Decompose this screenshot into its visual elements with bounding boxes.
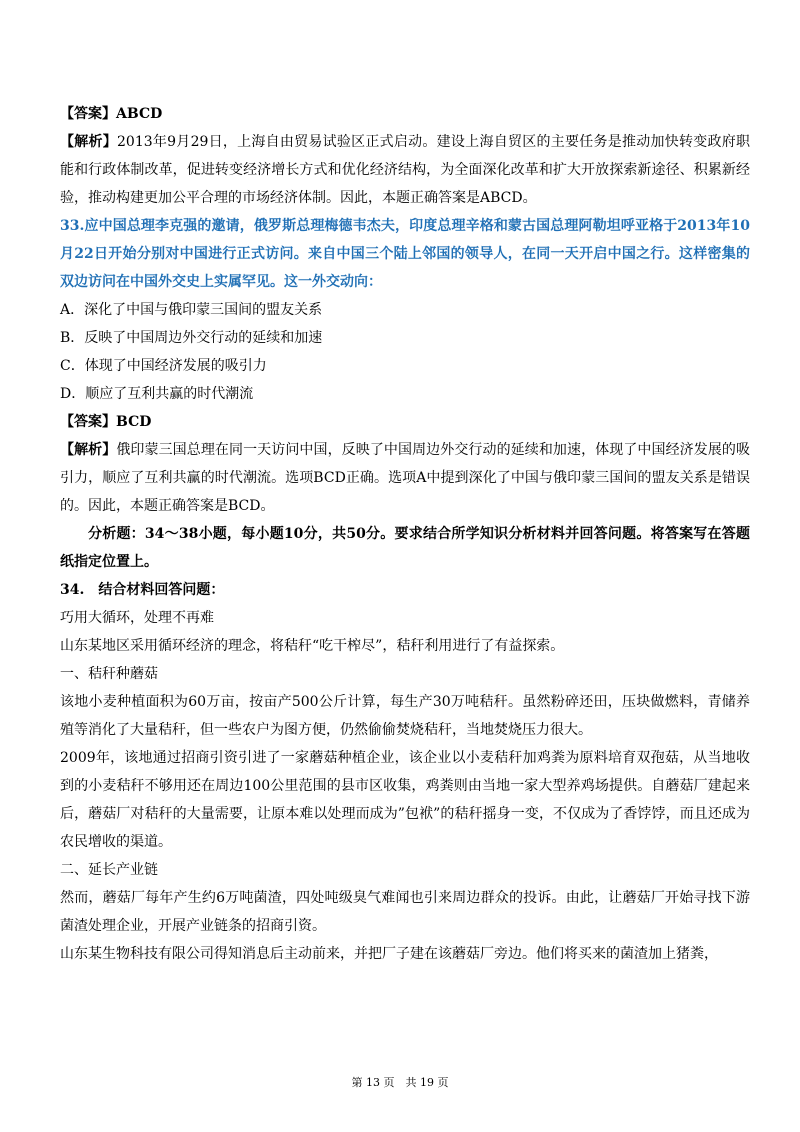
q34-paragraph-2: 2009年，该地通过招商引资引进了一家蘑菇种植企业，该企业以小麦秸秆加鸡粪为原料培育双孢菇，从当地收到的小麦秸秆不够用还在周边100公里范围的县市区收集，鸡粪则由当地一家大型养鸡场提供。自蘑菇厂建起来后，蘑菇厂对秸秆的大量需要，让原本难以处理而成为”包袱”的秸秆摇身一变，不仅成为了香饽饽，而且还成为农民增收的渠道。	[60, 750, 750, 850]
section-instruction: 分析题：34～38小题，每小题10分，共50分。要求结合所学知识分析材料并回答问题。将答案写在答题纸指定位置上。	[60, 526, 750, 570]
q32-answer	[60, 100, 750, 128]
analysis-text: 2013年9月29日，上海自由贸易试验区正式启动。建设上海自贸区的主要任务是推动加快转变政府职能和行政体制改革，促进转变经济增长方式和优化经济结构，为全面深化改革和扩大开放探索新途径、积累新经验，推动构建更加公平合理的市场经济体制。因此，本题正确答案是ABCD。	[60, 134, 750, 206]
q34-intro: 山东某地区采用循环经济的理念，将秸秆“吃干榨尽”，秸秆利用进行了有益探索。	[60, 638, 565, 654]
q33-option-b: B．反映了中国周边外交行动的延续和加速	[60, 330, 323, 346]
answer-tag: 【答案】	[60, 106, 116, 122]
q33-analysis	[60, 436, 750, 520]
analysis-tag: 【解析】	[60, 134, 118, 150]
q33-answer	[60, 408, 750, 436]
analysis-tag: 【解析】	[60, 442, 117, 458]
q33-stem: 33.应中国总理李克强的邀请，俄罗斯总理梅德韦杰夫，印度总理辛格和蒙古国总理阿勒坦呼亚格于2013年10月22日开始分别对中国进行正式访问。来自中国三个陆上邻国的领导人，在同一天开启中国之行。这样密集的双边访问在中国外交史上实属罕见。这一外交动向：	[60, 218, 750, 290]
q34-paragraph-4: 山东某生物科技有限公司得知消息后主动前来，并把厂子建在该蘑菇厂旁边。他们将买来的菌渣加上猪粪，	[60, 946, 718, 962]
answer-value: ABCD	[116, 106, 163, 122]
q34-paragraph-1: 该地小麦种植面积为60万亩，按亩产500公斤计算，每生产30万吨秸秆。虽然粉碎还田，压块做燃料，青储养殖等消化了大量秸秆，但一些农户为图方便，仍然偷偷焚烧秸秆，当地焚烧压力很大。	[60, 694, 750, 738]
q34-heading-2: 二、延长产业链	[60, 862, 158, 878]
q33-option-a: A．深化了中国与俄印蒙三国间的盟友关系	[60, 302, 323, 318]
q34-title: 34. 结合材料回答问题：	[60, 582, 225, 598]
q33-option-c: C．体现了中国经济发展的吸引力	[60, 358, 267, 374]
q34-paragraph-3: 然而，蘑菇厂每年产生约6万吨菌渣，四处吨级臭气难闻也引来周边群众的投诉。由此，让蘑菇厂开始寻找下游菌渣处理企业，开展产业链条的招商引资。	[60, 890, 750, 934]
answer-tag: 【答案】	[60, 414, 116, 430]
page-footer: 第 13 页 共 19 页	[351, 1076, 449, 1089]
q34-subtitle: 巧用大循环，处理不再难	[60, 610, 214, 626]
q34-heading-1: 一、秸秆种蘑菇	[60, 666, 158, 682]
q33-option-d: D．顺应了互利共赢的时代潮流	[60, 386, 254, 402]
document-body	[60, 100, 750, 968]
answer-value: BCD	[116, 414, 152, 430]
analysis-text: 俄印蒙三国总理在同一天访问中国，反映了中国周边外交行动的延续和加速，体现了中国经济发展的吸引力，顺应了互利共赢的时代潮流。选项BCD正确。选项A中提到深化了中国与俄印蒙三国间的盟友关系是错误的。因此，本题正确答案是BCD。	[60, 442, 751, 514]
q32-analysis	[60, 128, 750, 212]
